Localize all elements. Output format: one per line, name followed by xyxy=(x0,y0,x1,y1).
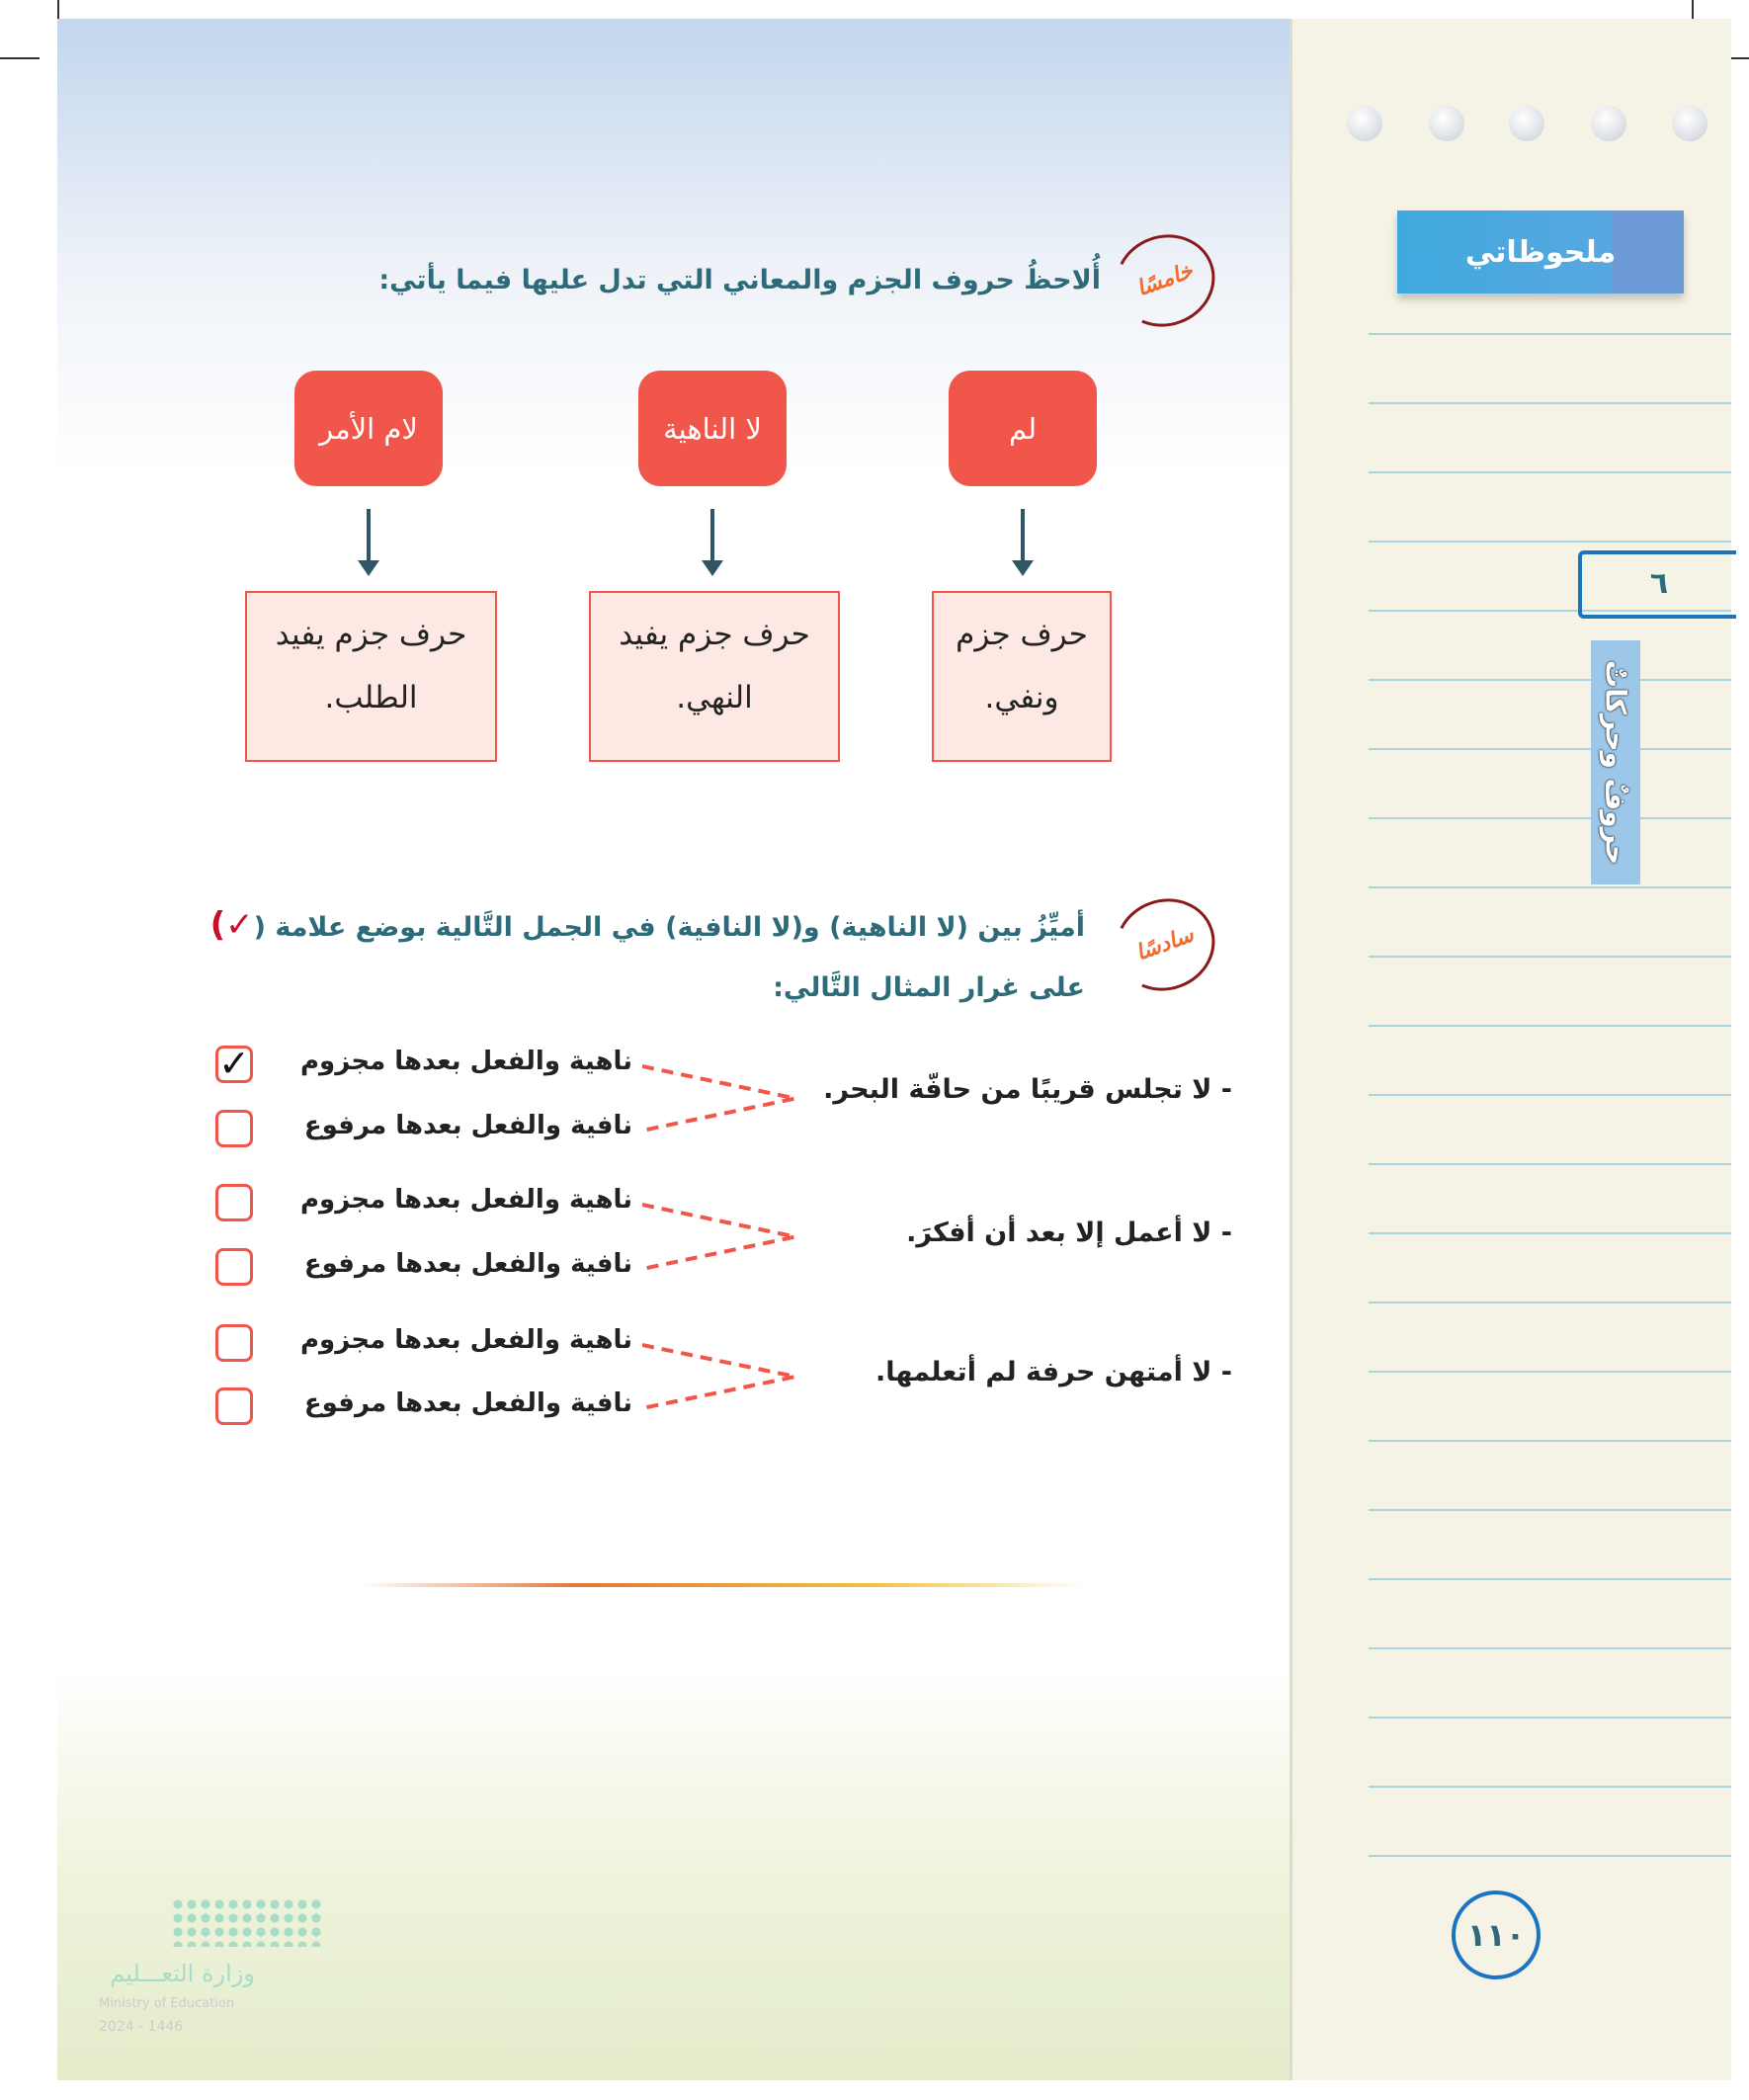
notebook-line xyxy=(1369,471,1731,473)
connector-lines xyxy=(642,1343,800,1410)
chapter-title: حروفٌ وحركاتٌ xyxy=(1599,659,1632,866)
notebook-line xyxy=(1369,1509,1731,1511)
answer-checkbox[interactable] xyxy=(215,1387,253,1425)
option-label: نافية والفعل بعدها مرفوع xyxy=(303,1111,632,1140)
binder-hole xyxy=(1591,106,1626,141)
notebook-line xyxy=(1369,748,1731,750)
chapter-number: ٦ xyxy=(1578,550,1736,619)
question-sentence: - لا أمتهن حرفة لم أتعلمها. xyxy=(874,1357,1232,1387)
connector-lines xyxy=(642,1064,800,1133)
notebook-line xyxy=(1369,886,1731,888)
connector-lines xyxy=(642,1203,800,1271)
notebook-line xyxy=(1369,1647,1731,1649)
section-badge-5: خامسًا xyxy=(1102,220,1227,340)
notebook-line xyxy=(1369,1578,1731,1580)
notes-tab: ملحوظاتي xyxy=(1397,210,1684,294)
option-label: ناهية والفعل بعدها مجزوم xyxy=(300,1047,632,1076)
section6-title-line2: على غرار المثال التَّالي: xyxy=(773,972,1085,1003)
binder-hole xyxy=(1347,106,1382,141)
option-label: نافية والفعل بعدها مرفوع xyxy=(303,1249,632,1279)
section5-title: أُلاحظُ حروف الجزم والمعاني التي تدل عليها فيما يأتي: xyxy=(378,265,1101,295)
arrow-down-icon xyxy=(367,509,371,568)
notebook-line xyxy=(1369,541,1731,543)
notebook-line xyxy=(1369,1371,1731,1373)
chapter-title-label xyxy=(1591,640,1640,884)
section-badge-6: سادسًا xyxy=(1102,884,1227,1004)
arrow-down-icon xyxy=(710,509,714,568)
notebook-line xyxy=(1369,1163,1731,1165)
meaning-box: حرف جزم يفيد النهي. xyxy=(589,591,840,762)
notebook-line xyxy=(1369,679,1731,681)
notebook-line xyxy=(1369,1440,1731,1442)
logo-dots-icon xyxy=(171,1897,324,1947)
particle-box: لام الأمر xyxy=(294,371,443,486)
notebook-line xyxy=(1369,1302,1731,1303)
answer-checkbox[interactable] xyxy=(215,1248,253,1286)
notebook-line xyxy=(1369,1025,1731,1027)
ministry-name-en: Ministry of Education xyxy=(99,1996,235,2011)
notebook-line xyxy=(1369,1855,1731,1857)
divider xyxy=(362,1583,1085,1587)
answer-checkbox[interactable] xyxy=(215,1184,253,1221)
arrow-down-icon xyxy=(1021,509,1025,568)
notebook-line xyxy=(1369,1786,1731,1788)
binder-hole xyxy=(1429,106,1464,141)
notebook-line xyxy=(1369,1094,1731,1096)
option-label: ناهية والفعل بعدها مجزوم xyxy=(300,1185,632,1215)
binder-hole xyxy=(1672,106,1707,141)
section6-title-line1 xyxy=(210,905,1085,945)
notebook-line xyxy=(1369,1232,1731,1234)
binder-hole xyxy=(1509,106,1544,141)
notebook-line xyxy=(1369,817,1731,819)
answer-checkbox[interactable] xyxy=(215,1110,253,1147)
particle-box: لم xyxy=(949,371,1097,486)
check-mark-icon: ✓) xyxy=(209,905,254,945)
page-number: ١١٠ xyxy=(1452,1890,1541,1979)
edition-year: 2024 - 1446 xyxy=(99,2019,184,2035)
answer-checkbox[interactable] xyxy=(215,1324,253,1362)
meaning-box: حرف جزم يفيد الطلب. xyxy=(245,591,497,762)
notebook-line xyxy=(1369,956,1731,958)
title-text: أميِّزُ بين (لا الناهية) و(لا النافية) في الجمل التَّالية بوضع علامة ( xyxy=(253,912,1085,943)
question-sentence: - لا تجلس قريبًا من حافّة البحر. xyxy=(823,1074,1232,1105)
answer-checkbox[interactable]: ✓ xyxy=(215,1046,253,1083)
particle-box: لا الناهية xyxy=(638,371,787,486)
ministry-name-ar: وزارة التعـــليم xyxy=(110,1960,255,1987)
question-sentence: - لا أعمل إلا بعد أن أفكرَ. xyxy=(906,1218,1232,1248)
notebook-line xyxy=(1369,402,1731,404)
notebook-line xyxy=(1369,333,1731,335)
notebook-line xyxy=(1369,1717,1731,1719)
meaning-box: حرف جزم ونفي. xyxy=(932,591,1112,762)
option-label: نافية والفعل بعدها مرفوع xyxy=(303,1388,632,1418)
option-label: ناهية والفعل بعدها مجزوم xyxy=(300,1325,632,1355)
notes-panel xyxy=(1290,19,1731,2080)
